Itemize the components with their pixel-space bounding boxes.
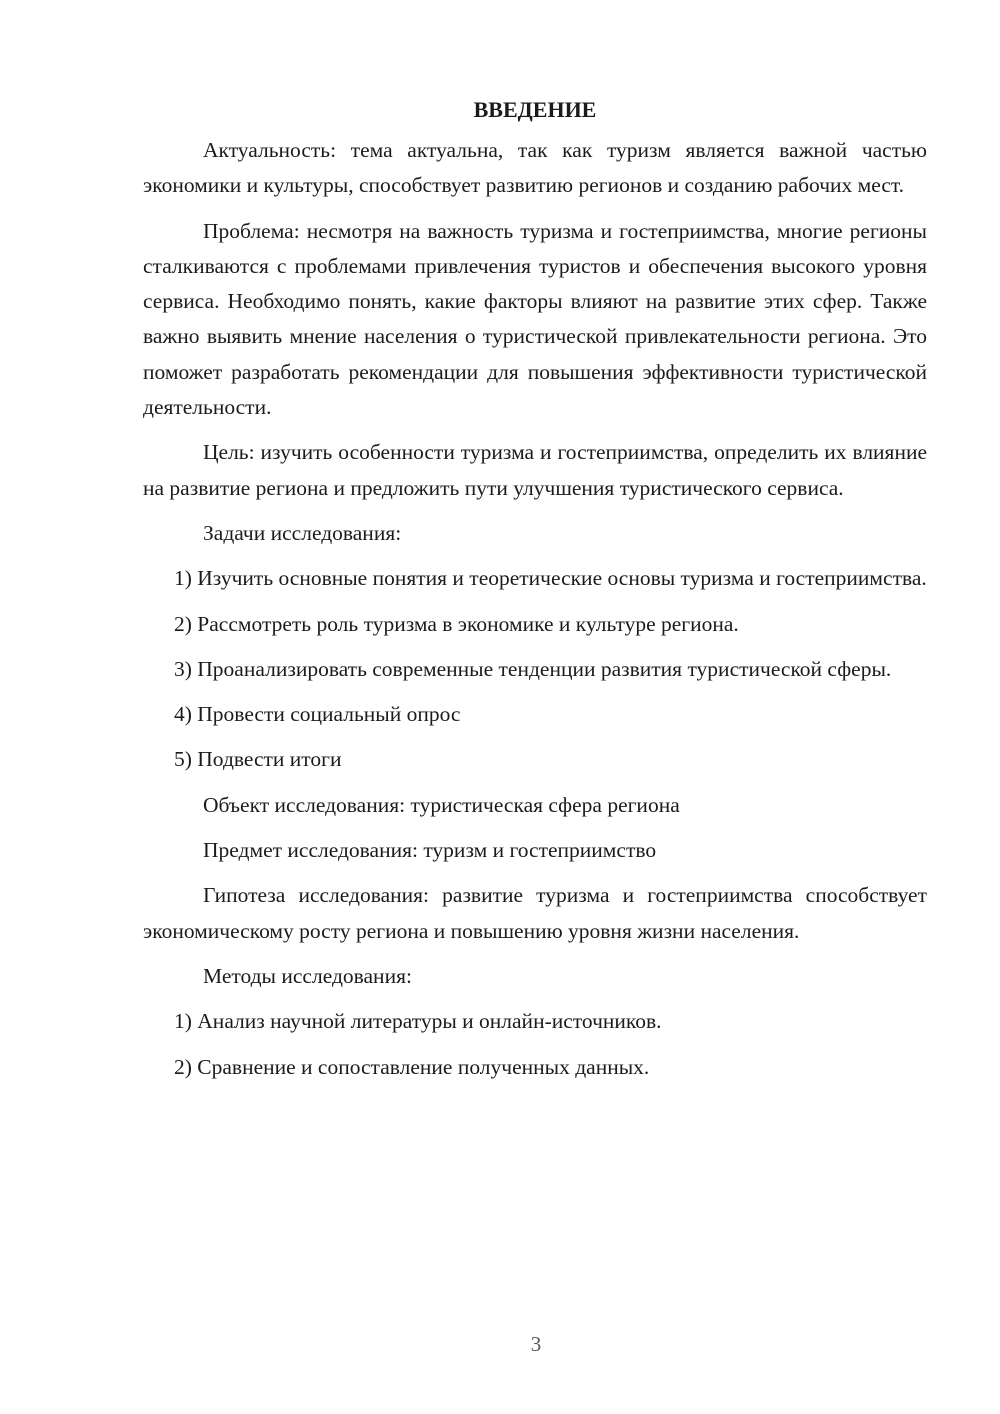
paragraph-problem: Проблема: несмотря на важность туризма и гостеприимства, многие регионы сталкиваются с проблемами привлечения туристов и обеспечения высокого уровня сервиса. Необходимо понять, какие факторы влияют на развитие этих сфер. Также важно выявить мнение населения о туристической привлекательности региона. Это поможет разработать рекомендации для повышения эффективности туристической деятельности. <box>143 218 927 420</box>
paragraph-goal: Цель: изучить особенности туризма и гостеприимства, определить их влияние на развитие региона и предложить пути улучшения туристического сервиса. <box>143 440 927 500</box>
paragraph-object: Объект исследования: туристическая сфера региона <box>203 792 680 817</box>
task-item-5: 5) Подвести итоги <box>174 747 342 772</box>
tasks-heading: Задачи исследования: <box>203 520 402 545</box>
method-item-1: 1) Анализ научной литературы и онлайн-источников. <box>174 1009 662 1034</box>
page-content <box>143 92 927 1095</box>
paragraph-relevance: Актуальность: тема актуальна, так как туризм является важной частью экономики и культуры, способствует развитию регионов и созданию рабочих мест. <box>143 138 927 198</box>
task-item-4: 4) Провести социальный опрос <box>174 702 461 727</box>
paragraph-hypothesis: Гипотеза исследования: развитие туризма и гостеприимства способствует экономическому росту региона и повышению уровня жизни населения. <box>143 883 927 943</box>
task-item-2: 2) Рассмотреть роль туризма в экономике и культуре региона. <box>174 611 739 636</box>
page-number: 3 <box>530 1332 542 1356</box>
task-item-1: 1) Изучить основные понятия и теоретические основы туризма и гостеприимства. <box>174 566 927 591</box>
method-item-2: 2) Сравнение и сопоставление полученных данных. <box>174 1054 650 1079</box>
task-item-3: 3) Проанализировать современные тенденции развития туристической сферы. <box>174 656 892 681</box>
methods-heading: Методы исследования: <box>203 963 412 988</box>
section-title: ВВЕДЕНИЕ <box>473 97 597 122</box>
paragraph-subject: Предмет исследования: туризм и гостеприимство <box>203 838 657 863</box>
